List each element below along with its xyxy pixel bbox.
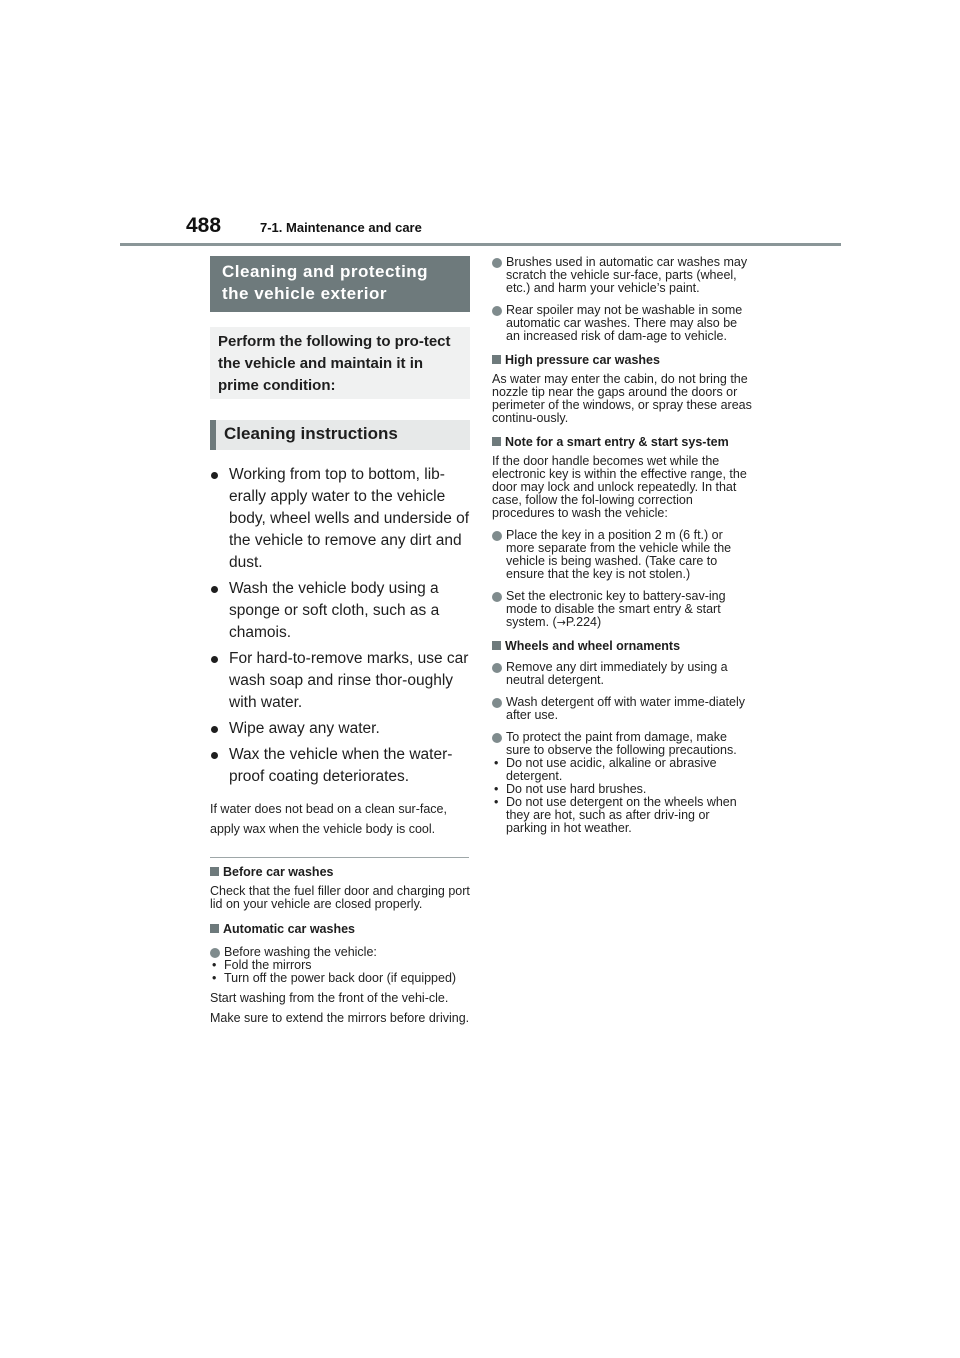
instructions-list bbox=[210, 464, 470, 788]
list-item: Brushes used in automatic car washes may scratch the vehicle sur-face, parts (wheel, etc.) and harm your vehicle’s paint. bbox=[492, 256, 752, 295]
circle-bullet-icon bbox=[492, 306, 502, 316]
section-title: 7-1. Maintenance and care bbox=[260, 220, 422, 235]
list-item: Wash detergent off with water imme-diately after use. bbox=[492, 696, 752, 722]
list-item: Wash the vehicle body using a sponge or soft cloth, such as a chamois. bbox=[210, 578, 470, 644]
sub-list-item: • Fold the mirrors bbox=[212, 958, 312, 972]
square-bullet-icon bbox=[492, 437, 501, 446]
circle-bullet-icon bbox=[492, 592, 502, 602]
square-bullet-icon bbox=[210, 924, 219, 933]
circle-bullet-icon bbox=[210, 948, 220, 958]
before-car-washes-heading: Before car washes bbox=[210, 864, 470, 880]
smart-entry-heading: Note for a smart entry & start sys-tem bbox=[492, 434, 752, 450]
circle-bullet-icon bbox=[492, 733, 502, 743]
smart-entry-text: If the door handle becomes wet while the electronic key is within the effective range, the door may lock and unlock repeatedly. In that case, follow the fol-lowing correction procedures to wash the vehicle: bbox=[492, 454, 747, 520]
list-item: Place the key in a position 2 m (6 ft.) or more separate from the vehicle while the vehicle is being washed. (Take care to ensure that the key is not stolen.) bbox=[492, 529, 752, 581]
list-item: To protect the paint from damage, make sure to observe the following precautions. bbox=[492, 731, 752, 757]
bullet-icon bbox=[211, 752, 218, 759]
header-divider bbox=[120, 243, 841, 246]
list-item: Remove any dirt immediately by using a neutral detergent. bbox=[492, 661, 752, 687]
circle-bullet-icon bbox=[492, 531, 502, 541]
list-item: Working from top to bottom, lib-erally apply water to the vehicle body, wheel wells and underside of the vehicle to remove any dirt and dust. bbox=[210, 464, 470, 574]
square-bullet-icon bbox=[492, 355, 501, 364]
bullet-icon bbox=[211, 586, 218, 593]
left-column bbox=[210, 256, 470, 1028]
automatic-car-washes-note: Start washing from the front of the vehi-cle. Make sure to extend the mirrors before driving. bbox=[210, 991, 470, 1025]
list-item: Wipe away any water. bbox=[210, 718, 470, 740]
page-number: 488 bbox=[186, 214, 222, 237]
sub-list-item: • Do not use detergent on the wheels when they are hot, such as after driv-ing or parking in hot weather. bbox=[494, 795, 737, 835]
before-car-washes-text: Check that the fuel filler door and charging port lid on your vehicle are closed properly. bbox=[210, 884, 470, 911]
square-bullet-icon bbox=[210, 867, 219, 876]
wax-note: If water does not bead on a clean sur-face, apply wax when the vehicle body is cool. bbox=[210, 802, 447, 836]
page-reference: P.224) bbox=[565, 615, 602, 629]
page-title: Cleaning and protecting the vehicle exterior bbox=[210, 256, 470, 312]
automatic-car-washes-heading: Automatic car washes bbox=[210, 921, 470, 937]
circle-bullet-icon bbox=[492, 698, 502, 708]
arrow-right-icon: → bbox=[556, 616, 566, 629]
sub-list-item: • Do not use hard brushes. bbox=[494, 782, 647, 796]
square-bullet-icon bbox=[492, 641, 501, 650]
list-item: Before washing the vehicle: bbox=[210, 946, 470, 959]
circle-bullet-icon bbox=[492, 663, 502, 673]
sub-list-item: • Do not use acidic, alkaline or abrasive detergent. bbox=[494, 756, 717, 783]
list-item: For hard-to-remove marks, use car wash soap and rinse thor-oughly with water. bbox=[210, 648, 470, 714]
high-pressure-heading: High pressure car washes bbox=[492, 352, 752, 368]
bullet-icon bbox=[211, 472, 218, 479]
list-item: Rear spoiler may not be washable in some automatic car washes. There may also be an increased risk of dam-age to vehicle. bbox=[492, 304, 752, 343]
right-column bbox=[492, 254, 752, 835]
divider bbox=[210, 857, 469, 858]
bullet-icon bbox=[211, 726, 218, 733]
sub-list-item: • Turn off the power back door (if equipped) bbox=[212, 971, 457, 985]
list-item: Wax the vehicle when the water-proof coating deteriorates. bbox=[210, 744, 470, 788]
circle-bullet-icon bbox=[492, 258, 502, 268]
bullet-icon bbox=[211, 656, 218, 663]
high-pressure-text: As water may enter the cabin, do not bring the nozzle tip near the gaps around the doors or perimeter of the windows, or spray these areas continu-ously. bbox=[492, 372, 752, 425]
intro-box: Perform the following to pro-tect the vehicle and maintain it in prime condition: bbox=[210, 327, 470, 399]
list-item: Set the electronic key to battery-sav-ing mode to disable the smart entry & start system. (→P.224) bbox=[492, 590, 752, 629]
cleaning-instructions-heading: Cleaning instructions bbox=[210, 420, 470, 450]
wheels-heading: Wheels and wheel ornaments bbox=[492, 638, 752, 654]
